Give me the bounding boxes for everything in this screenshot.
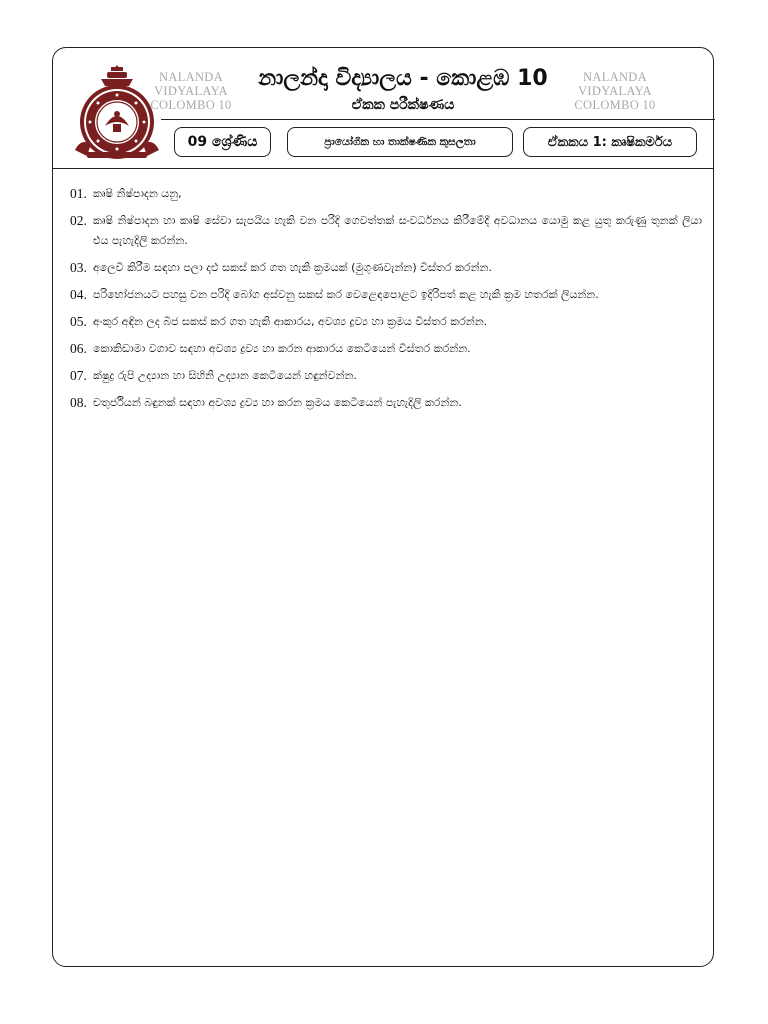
question-item <box>70 184 702 204</box>
question-item <box>70 393 702 413</box>
question-item <box>70 211 702 251</box>
header <box>53 48 713 168</box>
question-text: කෘෂි නිෂ්පාදන හා කෘෂි සේවා සැපයිය හැකි වන පරිදි ගෙවත්තක් සංවර්ධනය කිරීමේදී අවධානය යොමු කළ යුතු කරුණු තුනක් ලියා එය පැහැදිලි කරන්න. <box>93 214 702 247</box>
question-number: 08. <box>70 395 87 410</box>
question-number: 03. <box>70 260 87 275</box>
question-number: 04. <box>70 287 87 302</box>
page-frame <box>52 47 714 967</box>
question-text: අංකුර අඳින ලද බීජ සකස් කර ගත හැකි ආකාරය, අවශ්‍ය ද්‍රව්‍ය හා ක්‍රමය විස්තර කරන්න. <box>93 315 488 328</box>
question-text: කෘෂි නිෂ්පාදන යනු, <box>93 187 182 200</box>
question-item <box>70 366 702 386</box>
question-list <box>70 184 702 420</box>
question-number: 01. <box>70 186 87 201</box>
question-text: අලෙවි කිරීම සඳහා පලා දළු සකස් කර ගත හැකි ක්‍රමයක් (මුගුණවැන්න) විස්තර කරන්න. <box>93 261 492 274</box>
question-item <box>70 312 702 332</box>
question-item <box>70 285 702 305</box>
unit-label: ඒකකය 1: කෘෂිකර්මය <box>523 127 697 157</box>
grade-label: 09 ශ්‍රේණිය <box>174 127 271 157</box>
question-text: චතුර්ජියන් බඳුනක් සඳහා අවශ්‍ය ද්‍රව්‍ය හා කරන ක්‍රමය කෙටියෙන් පැහැදිලි කරන්න. <box>93 396 462 409</box>
divider <box>161 119 715 120</box>
question-number: 06. <box>70 341 87 356</box>
header-divider <box>53 168 713 169</box>
question-number: 05. <box>70 314 87 329</box>
watermark-left: NALANDA VIDYALAYA COLOMBO 10 <box>150 70 232 112</box>
question-text: ක්ෂුද්‍ර රුපි උද්‍යාන හා සිහිනි උද්‍යාන කෙටියෙන් හඳුන්වන්න. <box>93 369 357 382</box>
watermark-right: NALANDA VIDYALAYA COLOMBO 10 <box>574 70 656 112</box>
question-item <box>70 258 702 278</box>
school-title: නාලන්දා විද්‍යාලය - කොළඹ 10 <box>258 66 548 91</box>
question-item <box>70 339 702 359</box>
question-text: කොකිඩාමා වගාව සඳහා අවශ්‍ය ද්‍රව්‍ය හා කරන ආකාරය කෙටියෙන් විස්තර කරන්න. <box>93 342 471 355</box>
question-number: 02. <box>70 213 87 228</box>
question-number: 07. <box>70 368 87 383</box>
exam-title: ඒකක පරීක්ෂණය <box>351 97 455 113</box>
question-text: පරිභෝජනයට පහසු වන පරිදි බෝග අස්වනු සකස් කර වෙළෙඳපොළට ඉදිරිපත් කළ හැකි ක්‍රම හතරක් ලියන්න. <box>93 288 599 301</box>
subject-label: ප්‍රායෝගික හා තාක්ෂණික කුසලතා <box>287 127 513 157</box>
